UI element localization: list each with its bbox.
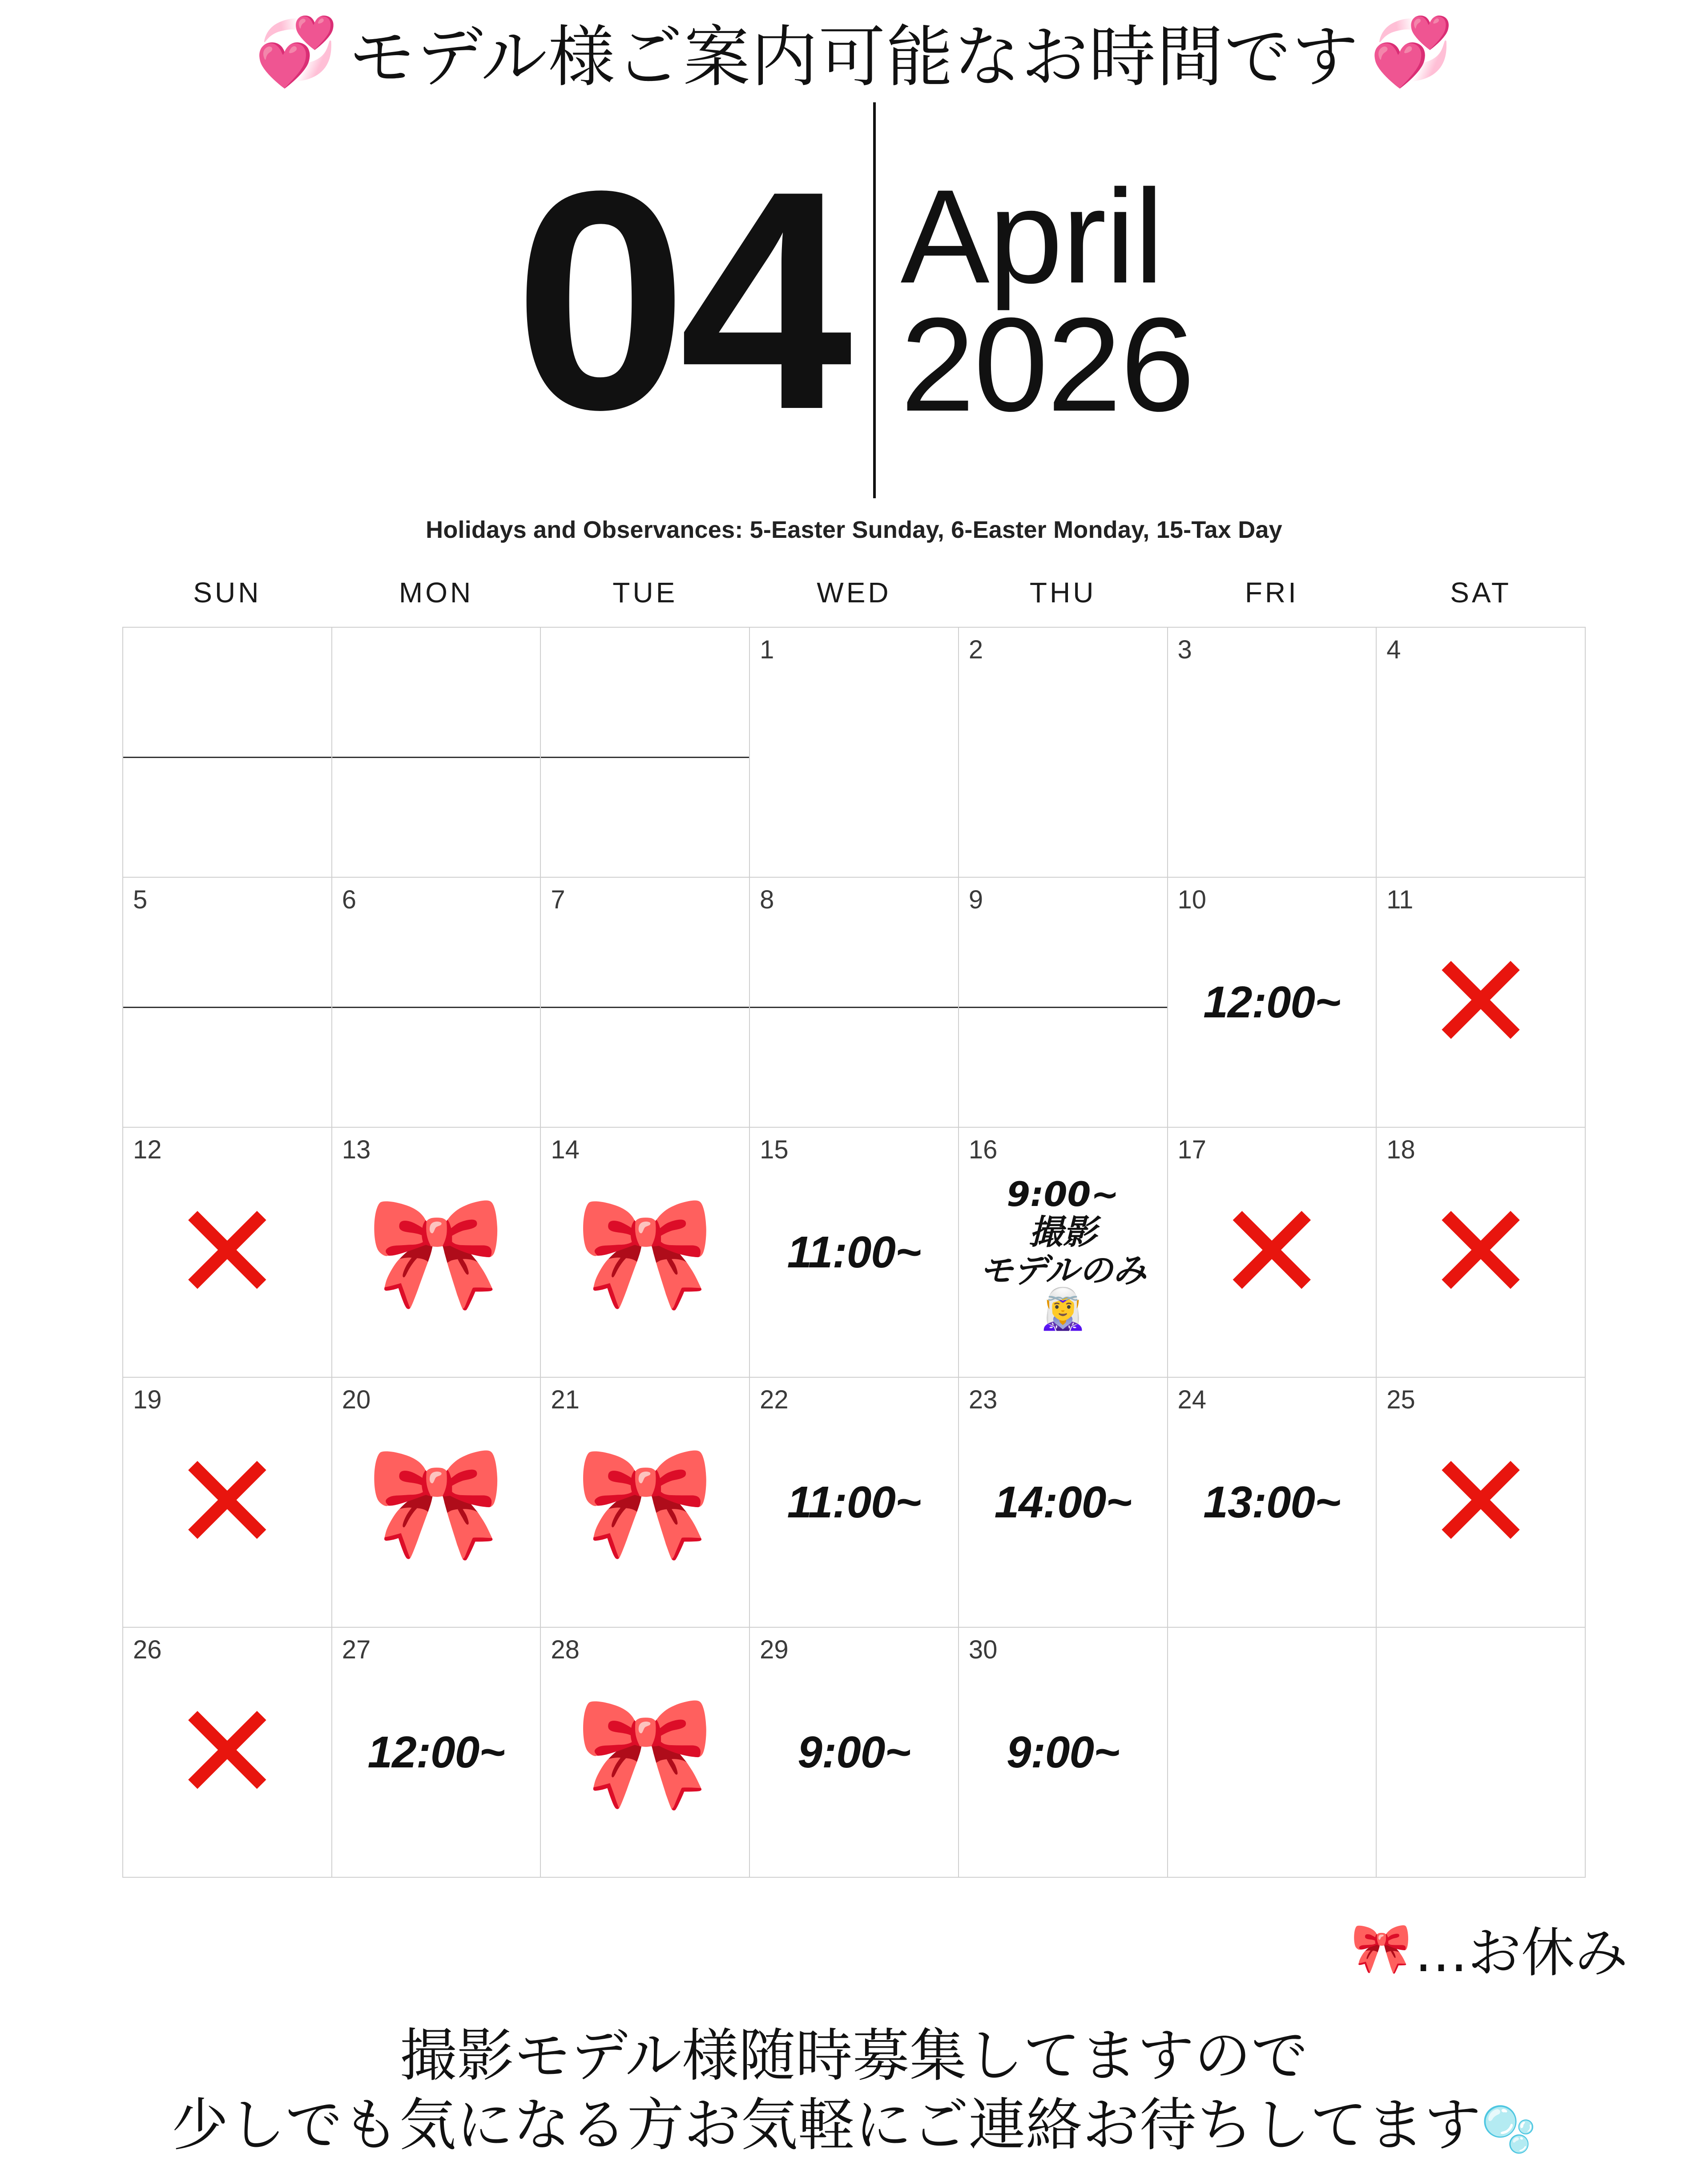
calendar-day-cell-4 — [1376, 627, 1585, 877]
day-number: 30 — [968, 1635, 998, 1664]
day-cell-content — [1377, 1628, 1585, 1877]
weekday-header-tue: TUE — [612, 577, 678, 609]
calendar-day-cell-26 — [123, 1627, 332, 1877]
available-time-label: 12:00~ — [1203, 977, 1341, 1027]
calendar-day-cell-14 — [540, 1127, 749, 1377]
day-number: 11 — [1386, 885, 1414, 914]
closed-cross-icon: ✕ — [1425, 924, 1537, 1080]
day-number: 13 — [342, 1135, 371, 1164]
calendar-day-cell-7 — [540, 877, 749, 1127]
calendar-day-cell-9 — [959, 877, 1168, 1127]
day-cell-content — [541, 1128, 749, 1377]
day-cell-content — [332, 1378, 540, 1627]
day-cell-content — [123, 878, 331, 1127]
closed-cross-icon: ✕ — [1425, 1424, 1537, 1580]
available-time-label: 11:00~ — [787, 1227, 921, 1277]
available-time-label: 13:00~ — [1203, 1477, 1341, 1527]
day-number: 29 — [760, 1635, 789, 1664]
top-banner — [0, 0, 1708, 96]
month-name: April — [900, 161, 1163, 311]
calendar-day-cell-16 — [959, 1127, 1168, 1377]
day-cell-content — [1377, 1128, 1585, 1377]
day-cell-content — [1377, 878, 1585, 1127]
day-cell-content — [1377, 628, 1585, 877]
calendar-day-cell-18 — [1376, 1127, 1585, 1377]
calendar-empty-cell — [1376, 1627, 1585, 1877]
day-cell-content — [959, 878, 1167, 1127]
calendar-week-row — [123, 1377, 1585, 1627]
calendar-table — [122, 576, 1586, 1878]
day-cell-content — [1168, 1128, 1376, 1377]
day-number: 28 — [551, 1635, 580, 1664]
calendar-day-cell-22 — [749, 1377, 959, 1627]
calendar-body — [123, 627, 1585, 1877]
calendar-empty-cell — [1168, 1627, 1377, 1877]
calendar-day-cell-8 — [749, 877, 959, 1127]
day-cell-content — [750, 628, 958, 877]
calendar-day-cell-30 — [959, 1627, 1168, 1877]
bow-icon-dayoff: 🎀 — [367, 1190, 506, 1314]
day-number: 24 — [1177, 1385, 1207, 1414]
date-divider — [873, 102, 876, 498]
calendar-day-cell-24 — [1168, 1377, 1377, 1627]
day-number: 9 — [968, 885, 983, 914]
day-cell-content — [123, 1628, 331, 1877]
day-cell-content — [959, 1378, 1167, 1627]
day-cell-content — [541, 1628, 749, 1877]
legend-label: …お休み — [1414, 1922, 1628, 1984]
year-name: 2026 — [900, 290, 1194, 439]
day-cell-content — [1168, 1378, 1376, 1627]
day-number: 14 — [551, 1135, 580, 1164]
day-cell-content — [1168, 878, 1376, 1127]
bubbles-icon: 🫧 — [1481, 2103, 1537, 2155]
day-number: 15 — [760, 1135, 789, 1164]
day-number: 27 — [342, 1635, 371, 1664]
day-cell-content — [959, 628, 1167, 877]
day-cell-content — [750, 1628, 958, 1877]
date-header — [0, 125, 1708, 476]
day-cell-content — [123, 1128, 331, 1377]
weekday-header-fri: FRI — [1245, 577, 1299, 609]
day-number: 22 — [760, 1385, 789, 1414]
calendar-day-cell-12 — [123, 1127, 332, 1377]
calendar-day-cell-2 — [959, 627, 1168, 877]
day-number: 4 — [1386, 635, 1401, 664]
model-person-icon: 🧝‍♀️ — [1038, 1287, 1088, 1331]
day-cell-content — [750, 1128, 958, 1377]
calendar-day-cell-1 — [749, 627, 959, 877]
calendar-day-cell-25 — [1376, 1377, 1585, 1627]
available-time-label: 12:00~ — [367, 1727, 505, 1777]
day-cell-content — [123, 628, 331, 877]
day-cell-content — [959, 1128, 1167, 1377]
day-cell-content — [332, 878, 540, 1127]
day-number: 16 — [968, 1135, 998, 1164]
day-cell-content — [1168, 628, 1376, 877]
closed-cross-icon: ✕ — [171, 1174, 283, 1330]
day-number: 1 — [760, 635, 774, 664]
day-number: 23 — [968, 1385, 998, 1414]
available-time-line: 撮影 — [1029, 1212, 1097, 1252]
day-number: 3 — [1177, 635, 1192, 664]
closed-cross-icon: ✕ — [171, 1674, 283, 1830]
day-cell-content — [332, 628, 540, 877]
available-time-label: 9:00~ — [1006, 1727, 1120, 1777]
day-number: 6 — [342, 885, 356, 914]
available-time-label: 14:00~ — [994, 1477, 1132, 1527]
day-cell-content — [750, 878, 958, 1127]
holidays-line: Holidays and Observances: 5-Easter Sunday, 6-Easter Monday, 15-Tax Day — [426, 516, 1282, 543]
calendar-week-row — [123, 877, 1585, 1127]
bow-icon-dayoff: 🎀 — [367, 1440, 506, 1564]
weekday-header-wed: WED — [817, 577, 891, 609]
available-time-line: 9:00~ — [1007, 1174, 1120, 1214]
calendar-day-cell-5 — [123, 877, 332, 1127]
bow-icon-dayoff: 🎀 — [576, 1440, 714, 1564]
calendar-day-cell-13 — [332, 1127, 541, 1377]
hearts-icon-right: 💞 — [1370, 14, 1454, 89]
day-number: 10 — [1177, 885, 1207, 914]
day-cell-content — [541, 878, 749, 1127]
calendar-day-cell-29 — [749, 1627, 959, 1877]
closed-cross-icon: ✕ — [1216, 1174, 1328, 1330]
calendar-day-cell-20 — [332, 1377, 541, 1627]
calendar-day-cell-15 — [749, 1127, 959, 1377]
day-number: 2 — [968, 635, 983, 664]
day-cell-content — [1168, 1628, 1376, 1877]
day-number: 5 — [133, 885, 148, 914]
day-number: 26 — [133, 1635, 162, 1664]
calendar-day-cell-11 — [1376, 877, 1585, 1127]
day-number: 20 — [342, 1385, 371, 1414]
calendar-day-cell-17 — [1168, 1127, 1377, 1377]
day-cell-content — [541, 628, 749, 877]
day-cell-content — [1377, 1378, 1585, 1627]
calendar-week-row — [123, 1127, 1585, 1377]
day-cell-content — [332, 1128, 540, 1377]
weekday-header-mon: MON — [399, 577, 474, 609]
footer-line-1: 撮影モデル様随時募集してますので — [400, 2022, 1308, 2089]
calendar-empty-cell — [332, 627, 541, 877]
month-number: 04 — [514, 126, 845, 474]
calendar-day-cell-28 — [540, 1627, 749, 1877]
day-number: 25 — [1386, 1385, 1415, 1414]
day-cell-content — [750, 1378, 958, 1627]
day-number: 18 — [1386, 1135, 1415, 1164]
calendar-day-cell-21 — [540, 1377, 749, 1627]
calendar-day-cell-3 — [1168, 627, 1377, 877]
bow-icon-legend: 🎀 — [1351, 1921, 1412, 1976]
weekday-header-sun: SUN — [193, 577, 262, 609]
day-number: 8 — [760, 885, 774, 914]
available-time-line: モデルのみ — [979, 1250, 1147, 1290]
footer-line-2-text: 少しでも気になる方お気軽にご連絡お待ちしてます — [171, 2092, 1481, 2158]
day-number: 19 — [133, 1385, 162, 1414]
calendar-week-row — [123, 627, 1585, 877]
day-number: 21 — [551, 1385, 580, 1414]
available-time-label — [979, 1175, 1147, 1289]
day-cell-content — [541, 1378, 749, 1627]
footer-line-2 — [0, 2091, 1708, 2160]
month-year-block — [900, 161, 1194, 439]
day-cell-content — [123, 1378, 331, 1627]
weekday-header-sat: SAT — [1450, 577, 1511, 609]
day-number: 12 — [133, 1135, 162, 1164]
available-time-label: 9:00~ — [798, 1727, 910, 1777]
weekday-header-row — [123, 576, 1585, 627]
calendar-week-row — [123, 1627, 1585, 1877]
banner-text: モデル様ご案内可能なお時間です — [348, 19, 1360, 96]
hearts-icon-left: 💞 — [254, 14, 338, 89]
day-number: 7 — [551, 885, 565, 914]
day-cell-content — [959, 1628, 1167, 1877]
bow-icon-dayoff: 🎀 — [576, 1690, 714, 1814]
footer-note — [0, 2021, 1708, 2160]
closed-cross-icon: ✕ — [1425, 1174, 1537, 1330]
day-number: 17 — [1177, 1135, 1207, 1164]
legend — [1351, 1910, 1628, 1987]
calendar-day-cell-6 — [332, 877, 541, 1127]
calendar-day-cell-27 — [332, 1627, 541, 1877]
day-cell-content — [332, 1628, 540, 1877]
calendar-empty-cell — [540, 627, 749, 877]
calendar-day-cell-23 — [959, 1377, 1168, 1627]
available-time-label: 11:00~ — [787, 1477, 921, 1527]
calendar-day-cell-10 — [1168, 877, 1377, 1127]
calendar-empty-cell — [123, 627, 332, 877]
closed-cross-icon: ✕ — [171, 1424, 283, 1580]
bow-icon-dayoff: 🎀 — [576, 1190, 714, 1314]
weekday-header-thu: THU — [1029, 577, 1096, 609]
calendar-day-cell-19 — [123, 1377, 332, 1627]
